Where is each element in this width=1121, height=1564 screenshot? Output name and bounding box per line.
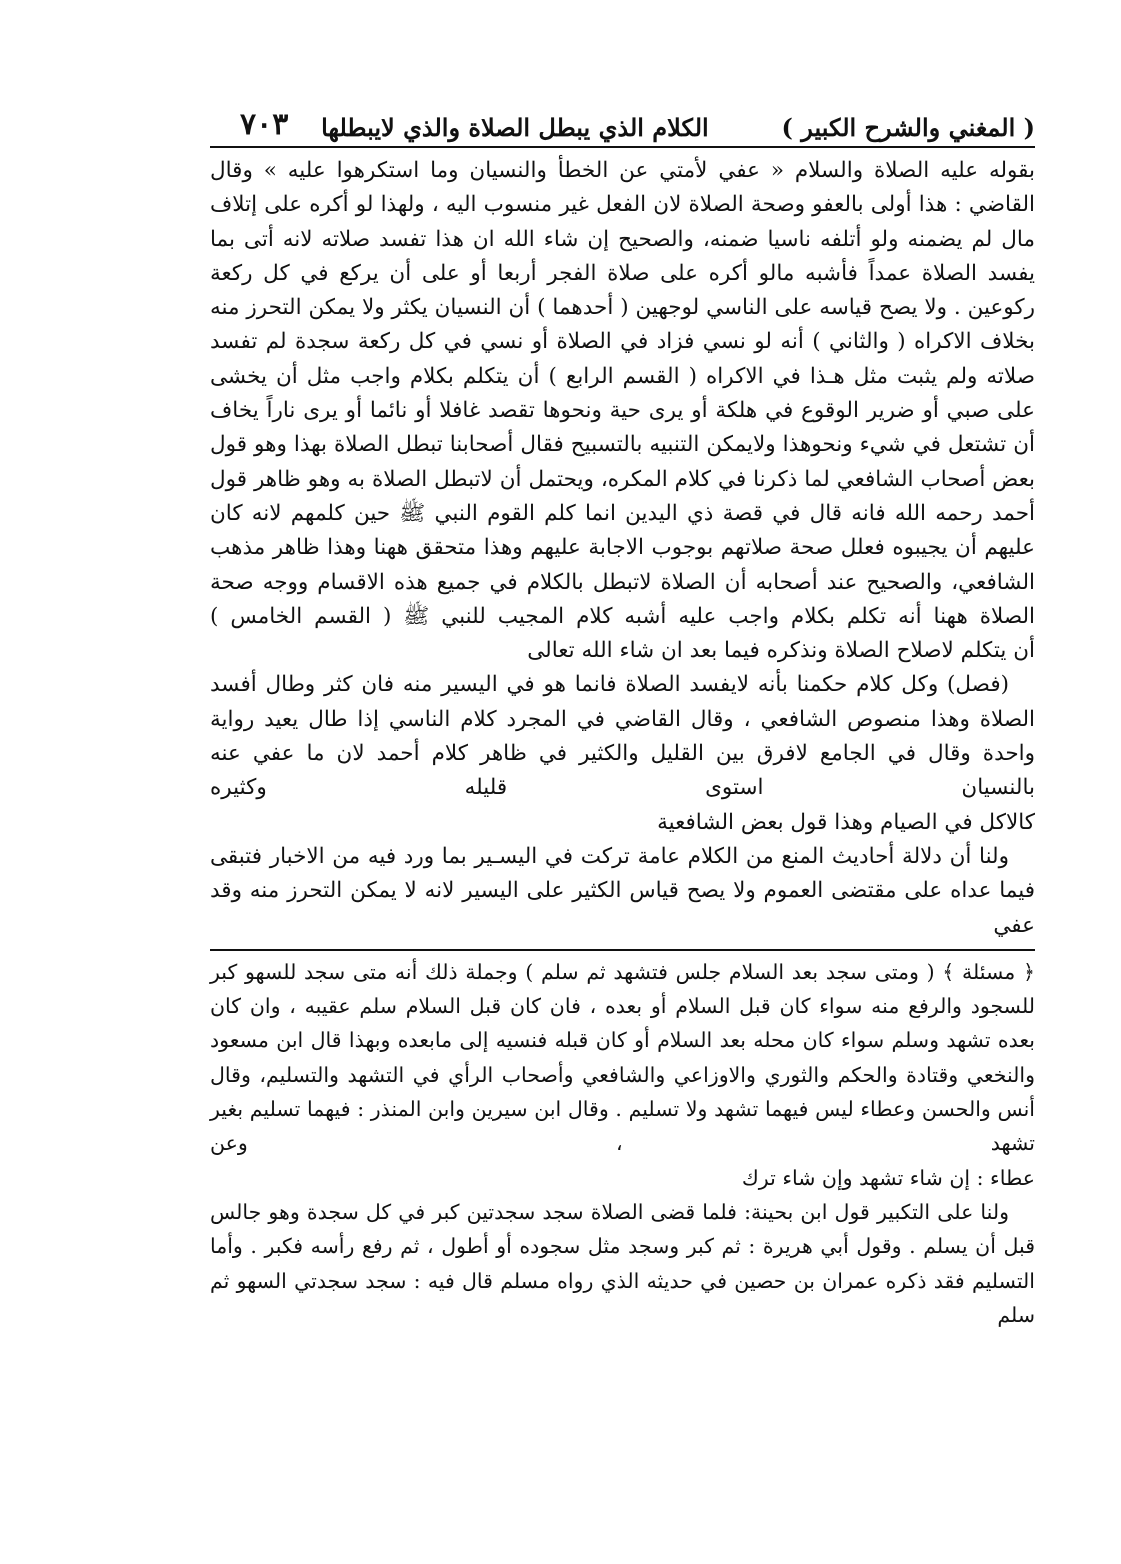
section-divider xyxy=(210,949,1035,951)
main-text xyxy=(210,154,1035,943)
running-header xyxy=(210,90,1035,148)
paragraph: ولنا على التكبير قول ابن بحينة: فلما قضى الصلاة سجد سجدتين كبر في كل سجدة وهو جالس قبل أن يسلم . وقول أبي هريرة : ثم كبر وسجد مثل سجوده أو أطول ، ثم رفع رأسه فكبر . وأما التسليم فقد ذكره عمران بن حصين في حديثه الذي رواه مسلم قال فيه : سجد سجدتي السهو ثم سلم xyxy=(210,1199,1035,1327)
paragraph: كالاكل في الصيام وهذا قول بعض الشافعية xyxy=(657,809,1035,835)
paragraph: ﴿ مسئلة ﴾ ( ومتى سجد بعد السلام جلس فتشهد ثم سلم ) وجملة ذلك أنه متى سجد للسهو كبر للسجود والرفع منه سواء كان قبل السلام أو بعده ، فان كان قبل السلام سلم عقيبه ، وان كان بعده تشهد وسلم سواء كان محله بعد السلام أو كان قبله فنسيه إلى مابعده وبهذا قال ابن مسعود والنخعي وقتادة والحكم والثوري والاوزاعي والشافعي وأصحاب الرأي في التشهد والتسليم، وقال أنس والحسن وعطاء ليس فيهما تشهد ولا تسليم . وقال ابن سيرين وابن المنذر : فيهما تسليم بغير تشهد ، وعن xyxy=(210,959,1035,1156)
paragraph: ولنا أن دلالة أحاديث المنع من الكلام عامة تركت في اليسـير بما ورد فيه من الاخبار فتبقى فيما عداه على مقتضى العموم ولا يصح قياس الكثير على اليسير لانه لا يمكن التحرز منه وقد عفي xyxy=(210,843,1035,938)
document-page xyxy=(210,90,1035,1490)
paragraph: (فصل) وكل كلام حكمنا بأنه لايفسد الصلاة فانما هو في اليسير منه فان كثر وطال أفسد الصلاة وهذا منصوص الشافعي ، وقال القاضي في المجرد كلام الناسي إذا طال يعيد رواية واحدة وقال في الجامع لافرق بين القليل والكثير في ظاهر كلام أحمد لان ما عفي عنه بالنسيان استوى قليله وكثيره xyxy=(210,672,1035,801)
page-number: ٧٠٣ xyxy=(240,107,289,142)
paragraph: عطاء : إن شاء تشهد وإن شاء ترك xyxy=(741,1165,1035,1190)
paragraph: بقوله عليه الصلاة والسلام « عفي لأمتي عن الخطأ والنسيان وما استكرهوا عليه » وقال القاضي : هذا أولى بالعفو وصحة الصلاة لان الفعل غير منسوب اليه ، ولهذا لو أكره على إتلاف مال لم يضمنه ولو أتلفه ناسيا ضمنه، والصحيح إن شاء الله ان هذا تفسد صلاته لانه أتى بما يفسد الصلاة عمداً فأشبه مالو أكره على صلاة الفجر أربعا أو على أن يركع في كل ركعة ركوعين . ولا يصح قياسه على الناسي لوجهين ( أحدهما ) أن النسيان يكثر ولا يمكن التحرز منه بخلاف الاكراه ( والثاني ) أنه لو نسي فزاد في الصلاة أو نسي في كل ركعة سجدة لم تفسد صلاته ولم يثبت مثل هـذا في الاكراه ( القسم الرابع ) أن يتكلم بكلام واجب مثل أن يخشى على صبي أو ضرير الوقوع في هلكة أو يرى حية ونحوها تقصد غافلا أو نائما أو يرى ناراً يخاف أن تشتعل في شيء ونحوهذا ولايمكن التنبيه بالتسبيح فقال أصحابنا تبطل الصلاة بهذا وهو قول بعض أصحاب الشافعي لما ذكرنا في كلام المكره، ويحتمل أن لاتبطل الصلاة به وهو ظاهر قول أحمد رحمه الله فانه قال في قصة ذي اليدين انما كلم القوم النبي ﷺ حين كلمهم لانه كان عليهم أن يجيبوه فعلل صحة صلاتهم بوجوب الاجابة عليهم وهذا متحقق ههنا وهذا ظاهر مذهب الشافعي، والصحيح عند أصحابه أن الصلاة لاتبطل بالكلام في جميع هذه الاقسام ووجه صحة الصلاة ههنا أنه تكلم بكلام واجب عليه أشبه كلام المجيب للنبي ﷺ ( القسم الخامس ) xyxy=(210,158,1036,629)
paragraph: أن يتكلم لاصلاح الصلاة ونذكره فيما بعد ان شاء الله تعالى xyxy=(527,638,1035,664)
book-title: ( المغني والشرح الكبير ) xyxy=(781,113,1035,142)
commentary-text xyxy=(210,955,1035,1332)
chapter-title: الكلام الذي يبطل الصلاة والذي لايبطلها xyxy=(321,113,709,142)
